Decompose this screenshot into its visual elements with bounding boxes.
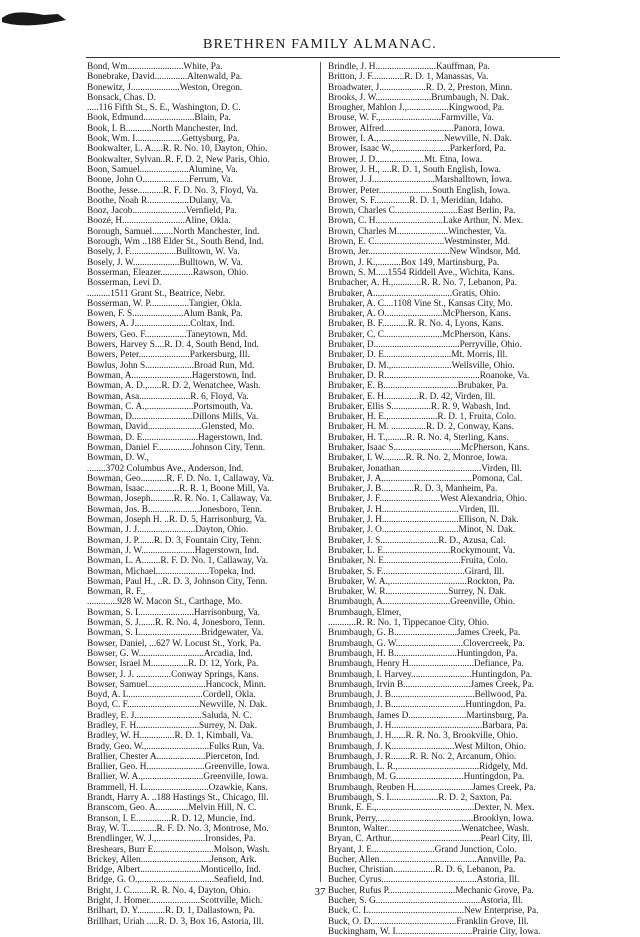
directory-entry: Brown, Charles C...........................East Berlin, Pa. <box>328 206 516 217</box>
directory-entry: Brubaker, H. M. ...............R. D. 2, Conway, Kans. <box>328 422 514 433</box>
directory-entry: Bowers, A. J........................Coltax, Ind. <box>87 319 235 330</box>
directory-entry: Bowman, A..........................Hagerstown, Ind. <box>87 370 257 381</box>
directory-entry: Bowser, Samuel.........................Hancock, Minn. <box>87 679 266 690</box>
directory-entry: Broadwater, J....................R. D. 2, Preston, Minn. <box>328 82 513 93</box>
directory-entry: Brumbaugh, J. H......R. R. No. 3, Brookville, Ohio. <box>328 731 518 742</box>
directory-entry: Brumbaugh, A.............................Greenville, Ohio. <box>328 597 515 608</box>
directory-entry: Brubaker, J. S.........................R. D., Azusa, Cal. <box>328 535 506 546</box>
directory-entry: Brubaker, H. E.,.....................R. D. 1, Fruita, Colo. <box>328 412 517 423</box>
directory-entry: Brubaker, J. H.................................Virden, Ill. <box>328 504 500 515</box>
directory-entry: Buck, C. L.........................................New Enterprise, Pa. <box>328 906 539 917</box>
directory-entry: Branscom, Geo. A..............Melvin Hill, N. C. <box>87 803 257 814</box>
directory-entry: Bowman, Paul H., ..R. D. 3, Johnson City, Tenn. <box>87 576 268 587</box>
directory-entry: Brumbaugh, M. G.............................Huntingdon, Pa. <box>328 772 525 783</box>
directory-entry: Bowman, D..........................Dillons Mills, Va. <box>87 412 259 423</box>
header-rule <box>86 57 560 58</box>
directory-entry: Bowman, J. W.......................Hagerstown, Ind. <box>87 545 259 556</box>
directory-entry: Brendlinger, W. J.,.....................Ironsides, Pa. <box>87 834 256 845</box>
directory-entry: Bowers, Peter......................Parkersburg, Ill. <box>87 350 250 361</box>
directory-entry: Borough, Wm ..188 Elder St., South Bend, Ind. <box>87 237 264 248</box>
directory-entry: Brilhart, D. Y............R. D. 1, Dallastown, Pa. <box>87 906 256 917</box>
directory-entry: Brubaker, C. C.........................McPherson, Kans. <box>328 329 511 340</box>
directory-entry: Bowman, J. J.........................Dayton, Ohio. <box>87 525 249 536</box>
directory-entry: Bowlus, John S.....................Broad Run, Md. <box>87 360 255 371</box>
directory-entry: Brower, S. F...............R. D. 1, Meridian, Idaho. <box>328 195 503 206</box>
directory-entry: Bonebrake, David..............Altenwald, Pa. <box>87 72 243 83</box>
directory-entry: Brubaker, W. R...........................Surrey, N. Dak. <box>328 587 507 598</box>
directory-entry: Brown, Jer...................................New Windsor, Md. <box>328 247 521 258</box>
directory-entry: Brubaker, J. B..............R. D. 3, Manheim, Pa. <box>328 484 498 495</box>
directory-entry: Brooks, J. W........................Brumbaugh, N. Dak. <box>328 92 510 103</box>
directory-entry: .....116 Fifth St., S. E., Washington, D. C. <box>87 103 241 114</box>
directory-entry: Buckingham, W. I.................................Prairie City, Iowa. <box>328 926 541 937</box>
directory-entry: Bosserman, W. P.................Tangier, Okla. <box>87 298 242 309</box>
directory-entry: Bowman, Joseph..........R. R. No. 1, Callaway, Va. <box>87 494 272 505</box>
directory-entry: Brillhart, Uriah .....R. D. 3, Box 16, Astoria, Ill. <box>87 916 264 927</box>
directory-entry: Brubaker, J. A.......................................Pomona, Cal. <box>328 473 523 484</box>
directory-entry: Brubaker, Jonathan...................................Virden, Ill. <box>328 463 522 474</box>
directory-entry: Borough, Samuel.........North Manchester, Ind. <box>87 226 260 237</box>
directory-entry: Brower, J. H., ....R. D. 1, South English, Iowa. <box>328 164 501 175</box>
directory-entry: Brumbaugh, J. B................................Huntingdon, Pa. <box>328 700 527 711</box>
directory-entry: Brubaker, H. T.,........R. R. No. 4, Sterling, Kans. <box>328 432 509 443</box>
directory-entry: Bowman, C. A.,....................Portsmouth, Va. <box>87 401 253 412</box>
directory-entry: Boothe, Noah R..................Dulany, Va. <box>87 195 233 206</box>
directory-entry: Brallier, Geo. H.........................Greenville, Iowa. <box>87 762 270 773</box>
left-column-directory <box>87 62 319 927</box>
directory-entry: Bosely, J. W....................Bulltown, W. Va. <box>87 257 243 268</box>
directory-entry: Brunk, Perry,.........................................Brooklyn, Iowa. <box>328 813 534 824</box>
directory-entry: Book, I. B...........North Manchester, Ind. <box>87 123 238 134</box>
directory-entry: Brubaker, Ellis S.................R. R. 9, Wabash, Ind. <box>328 401 511 412</box>
directory-entry: Brandt, Harry A. ..188 Hastings St., Chicago, Ill. <box>87 793 269 804</box>
directory-entry: Bowman, Geo...........R. F. D. No. 1, Callaway, Va. <box>87 473 274 484</box>
right-column-directory <box>328 62 560 937</box>
directory-entry: Brumbaugh, I. Harvey..........................Huntingdon, Pa. <box>328 669 533 680</box>
directory-entry: Brallier, Chester A.....................Pierceton, Ind. <box>87 751 260 762</box>
directory-entry: Bucher, Rufus P.............................Mechanic Grove, Pa. <box>328 885 534 896</box>
directory-entry: Breshears, Burr E..........................Molson, Wash. <box>87 844 270 855</box>
directory-entry: Bookwalter, L. A.....R. R. No. 10, Dayton, Ohio. <box>87 144 268 155</box>
directory-entry: Bowman, L. A........R. F. D. No. 1, Callaway, Va. <box>87 556 269 567</box>
directory-entry: Brubaker, N. E.................................Fruita, Colo. <box>328 556 508 567</box>
directory-entry: Brouse, W. F.,..........................Farmville, Va. <box>328 113 494 124</box>
directory-entry: Bradley, F. H...........................Surrey, N. Dak. <box>87 721 258 731</box>
directory-entry: Bowman, David.......................Glensted, Mo. <box>87 422 255 433</box>
directory-entry: Boothe, Jesse...........R. F. D. No. 3, Floyd, Va. <box>87 185 259 196</box>
directory-entry: Brubaker, J. F..........................West Alexandria, Ohio. <box>328 494 528 505</box>
directory-entry: Brower, Isaac W.,........................Parkerford, Pa. <box>328 144 506 155</box>
directory-entry: Bowman, Jos. B......................Jonesboro, Tenn. <box>87 504 263 515</box>
directory-entry: Brumbaugh, Henry H............................Defiance, Pa. <box>328 659 524 670</box>
directory-entry: Book, Wm. I....................Gettysburg, Pa. <box>87 134 240 145</box>
page-number: 37 <box>314 886 326 898</box>
directory-entry: Brown, Charles M......................Winchester, Va. <box>328 226 507 237</box>
directory-entry: Brumbaugh, Elmer, <box>328 607 402 618</box>
directory-entry: Bowman, R. F., <box>87 587 146 598</box>
directory-entry: Bowser, Israel M................R. D. 12, York, Pa. <box>87 659 259 670</box>
directory-entry: Bray, W. T.............R. F. D. No. 3, Montrose, Mo. <box>87 823 269 834</box>
directory-entry: Bowen, F. S......................Alum Bank, Pa. <box>87 309 243 320</box>
directory-entry: Boyd, A. L................................Cordell, Okla. <box>87 690 256 701</box>
directory-entry: Brubaker, J. O.................................Minot, N. Dak. <box>328 525 516 536</box>
directory-entry: Boone, John O....................Ferrum, Va. <box>87 175 233 186</box>
directory-entry: Brubaker, E. H...............R. D. 42, Virden, Ill. <box>328 391 496 402</box>
directory-entry: Bridge, G. O.,................................Seafield, Ind. <box>87 875 264 886</box>
directory-entry: Boyd, C. F...............................Newville, N. Dak. <box>87 700 268 711</box>
directory-entry: Bowman, S. I........................Harrisonburg, Va. <box>87 607 260 618</box>
directory-entry: Bradley, W. H...............R. D. 1, Kimball, Va. <box>87 731 254 742</box>
directory-entry: Brubaker, B. F...........R. R. No. 4, Lyons, Kans. <box>328 319 504 330</box>
directory-entry: .............928 W. Macon St., Carthage, Mo. <box>87 597 243 608</box>
directory-entry: Brubaker, A. C....1108 Vine St., Kansas City, Mo. <box>328 298 513 309</box>
directory-entry: Bowman, D. E........................Hagerstown, Ind. <box>87 432 263 443</box>
directory-entry: Brower, I. A.,............................Newville, N. Dak. <box>328 134 512 145</box>
directory-entry: Brumbaugh, H. B...........................Huntingdon, Pa. <box>328 648 518 659</box>
directory-entry: Bowman, Isaac...............R. R. 1, Boone Mill, Va. <box>87 484 270 495</box>
directory-entry: Bradley, E. J.............................Saluda, N. C. <box>87 710 252 721</box>
directory-entry: Bucher, S. G.............................................Astoria, Ill. <box>328 896 523 907</box>
directory-entry: Brallier, W. A.,..........................Greenville, Iowa. <box>87 772 269 783</box>
directory-entry: Brubaker, J. H.................................Ellison, N. Dak. <box>328 515 519 526</box>
directory-entry: Brubaker, D. M.,..........................Wellsville, Ohio. <box>328 360 515 371</box>
directory-entry: Bryant, J. E...........................Grand Junction, Colo. <box>328 844 517 855</box>
column-divider <box>320 62 321 882</box>
directory-entry: Bowser, Daniel, ...627 W. Locust St., York, Pa. <box>87 638 262 649</box>
directory-entry: Brown, E. C..............................Westminster, Md. <box>328 237 510 248</box>
ink-smudge-mark <box>0 6 70 32</box>
directory-entry: Boon, Samuel.....................Alumine, Va. <box>87 164 238 175</box>
directory-entry: Bucher, Cyrus.........................................Astoria, Ill. <box>328 875 520 886</box>
directory-entry: Branson, I. E...............R. D. 12, Muncie, Ind. <box>87 813 255 824</box>
directory-entry: ........3702 Columbus Ave., Anderson, Ind. <box>87 463 244 474</box>
directory-entry: Bowers, Geo. F..................Taneytown, Md. <box>87 329 248 340</box>
directory-entry: Bowser, J. J. ...............Conway Springs, Kans. <box>87 669 259 680</box>
directory-entry: Brown, J. K.,..........Box 149, Martinsburg, Pa. <box>328 257 500 268</box>
directory-entry: Book, Edmund......................Blain, Pa. <box>87 113 231 124</box>
directory-entry: Brumbaugh, J. H.......................................Barbara, Pa. <box>328 721 528 731</box>
directory-entry: Brady, Geo. W.,...........................Fulks Run, Va. <box>87 741 265 752</box>
directory-entry: Bowman, S. J.......R. R. No. 4, Jonesboro, Tenn. <box>87 618 265 629</box>
directory-entry: Brickey, Allen..............................Jenson, Ark. <box>87 854 257 865</box>
directory-entry: Brubaker, W. A.,.................................Rockton, Pa. <box>328 576 515 587</box>
directory-entry: Brumbaugh, S. I.....................R. D. 2, Saxton, Pa. <box>328 793 512 804</box>
directory-entry: Brower, Peter.......................South English, Iowa. <box>328 185 511 196</box>
directory-entry: Brubaker, D. E.............................Mt. Morris, Ill. <box>328 350 508 361</box>
directory-entry: Bucher, Allen..........................................Annville, Pa. <box>328 854 526 865</box>
directory-entry: Buck, O. D.....................................Franklin Grove, Ill. <box>328 916 529 927</box>
directory-entry: Bookwalter, Sylvan..R. F. D. 2, New Paris, Ohio. <box>87 154 270 165</box>
directory-entry: Boozé, H...........................Aline, Okla. <box>87 216 231 227</box>
directory-entry: Bonewitz, J.....................Weston, Oregon. <box>87 82 243 93</box>
directory-entry: Bryan, C. Arthur.......................................Pearl City, Ill. <box>328 834 533 845</box>
directory-entry: Bowser, G. W............................Arcadia, Ind. <box>87 648 253 659</box>
directory-entry: ............R. R. No. 1, Tippecanoe City, Ohio. <box>328 618 490 629</box>
page-header-title: BRETHREN FAMILY ALMANAC. <box>203 37 437 52</box>
directory-entry: Bonsack, Chas. D. <box>87 92 156 103</box>
directory-entry: Bosely, J. F....................Bulltown, W. Va. <box>87 247 240 258</box>
directory-entry: Bowman, Joseph H. ..R. D. 5, Harrisonburg, Va. <box>87 515 267 526</box>
directory-entry: Brumbaugh, J. K...........................West Milton, Ohio. <box>328 741 526 752</box>
directory-entry: Brubaker, S. F....................................Girard, Ill. <box>328 566 505 577</box>
directory-entry: Brower, J. J...........................Marshalltown, Iowa. <box>328 175 512 186</box>
directory-entry: Brower, J. D.....................Mt. Etna, Iowa. <box>328 154 483 165</box>
directory-entry: Bosserman, Eleazer..............Rawson, Ohio. <box>87 267 249 278</box>
directory-entry: Bowman, Michael.......................Topeka, Ind. <box>87 566 256 577</box>
directory-entry: Brindle, J. H..........................Kauffman, Pa. <box>328 62 490 72</box>
directory-entry: ..........1511 Grant St., Beatrice, Nebr. <box>87 288 226 299</box>
directory-entry: Britton, J. F..............R. D. 1, Manassas, Va. <box>328 72 489 83</box>
directory-entry: Bowman, A. D.,......R. D. 2, Wenatchee, Wash. <box>87 381 261 392</box>
directory-entry: Brunk, E. E.,..........................................Dexter, N. Mex. <box>328 803 535 814</box>
directory-entry: Bowman, D. W., <box>87 453 149 464</box>
directory-entry: Bowman, Asa......................R. 6, Floyd, Va. <box>87 391 249 402</box>
directory-entry: Bowman, J. P.......R. D. 3, Fountain City, Tenn. <box>87 535 262 546</box>
directory-entry: Brubaker, E. B................................Brubaker, Pa. <box>328 381 509 392</box>
directory-entry: Brower, Alfred..............................Panora, Iowa. <box>328 123 506 134</box>
directory-entry: Bowers, Harvey S....R. D. 4, South Bend, Ind. <box>87 340 259 351</box>
directory-entry: Brumbaugh, L. R.,...................................Ridgely, Md. <box>328 762 528 773</box>
directory-entry: Brubaker, A..................................Gratis, Ohio. <box>328 288 501 299</box>
directory-entry: Bowman, S. L..........................Bridgewater, Va. <box>87 628 264 639</box>
directory-entry: Brubaker, D. R.........................................Roanoke, Va. <box>328 370 530 381</box>
directory-entry: Brubacher, A. H.,............R. R. No. 7, Lebanon, Pa. <box>328 278 517 289</box>
directory-entry: Brumbaugh, J. B....................................Bellwood, Pa. <box>328 690 528 701</box>
directory-entry: Brumbaugh, Irvin B.............................James Creek, Pa. <box>328 679 535 690</box>
directory-entry: Brumbaugh, G. W.............................Clovercreek, Pa. <box>328 638 525 649</box>
directory-entry: Brumbaugh, J. R........R. R. No. 2, Arcanum, Ohio. <box>328 751 517 762</box>
directory-entry: Brumbaugh, G. B...........................James Creek, Pa. <box>328 628 521 639</box>
directory-entry: Bridge, Albert..........................Monticello, Ind. <box>87 865 261 876</box>
directory-entry: Brubaker, I. W..........R. R. No. 2, Monroe, Iowa. <box>328 453 508 464</box>
directory-entry: Booz, Jacob.......................Vernfield, Pa. <box>87 206 237 217</box>
directory-entry: Bright, J. Homer......................Scottville, Mich. <box>87 896 263 907</box>
directory-entry: Brubaker, A. O.........................McPherson, Kans. <box>328 309 511 320</box>
directory-entry: Brougher, Mahlon J.,..................Kingwood, Pa. <box>328 103 505 114</box>
directory-entry: Bowman, Daniel F...............Johnson City, Tenn. <box>87 442 266 453</box>
directory-entry: Bond, Wm........................White, Pa. <box>87 62 223 72</box>
directory-entry: Brammell, H. L...........................Ozawkie, Kans. <box>87 782 268 793</box>
directory-entry: Bright, J. C.........R. R. No. 4, Dayton, Ohio. <box>87 885 251 896</box>
directory-entry: Brunton, Walter................................Wenatchee, Wash. <box>328 823 530 834</box>
directory-entry: Brumbaugh, James D.........................Martinsburg, Pa. <box>328 710 529 721</box>
directory-entry: Bosserman, Levi D. <box>87 278 162 289</box>
directory-entry: Brown, C. H.............................Lake Arthur, N. Mex. <box>328 216 524 227</box>
directory-entry: Brubaker, D.....................................Perryville, Ohio. <box>328 340 522 351</box>
directory-entry: Brumbaugh, Reuben H.........................James Creek, Pa. <box>328 782 536 793</box>
directory-entry: Brown, S. M.....1554 Riddell Ave., Wichita, Kans. <box>328 267 515 278</box>
directory-entry: Brubaker, L. E.............................Rockymount, Va. <box>328 545 515 556</box>
directory-entry: Bucher, Christian..................R. D. 6, Lebanon, Pa. <box>328 865 516 876</box>
directory-entry: Brubaker, Isaac S.............................McPherson, Kans. <box>328 442 530 453</box>
